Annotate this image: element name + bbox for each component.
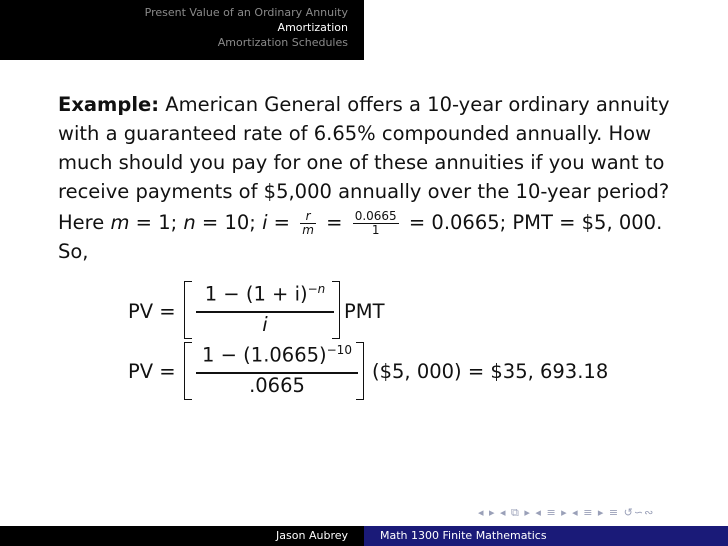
here-text: Here: [58, 211, 105, 234]
fraction-numerator: [196, 343, 358, 367]
slide-navigation[interactable]: ◂ ▸ ◂ ⧉ ▸ ◂ ≡ ▸ ◂ ≡ ▸ ≡ ↺∽∾: [478, 506, 655, 519]
right-bracket: [356, 342, 364, 400]
given-rest: = 0.0665; PMT = $5, 000.: [402, 211, 663, 234]
section-link-amortization-schedules[interactable]: Amortization Schedules: [217, 36, 348, 49]
footer-course: Math 1300 Finite Mathematics: [380, 529, 547, 542]
example-label: Example:: [58, 93, 160, 116]
formula-fraction: [196, 343, 358, 399]
footer-course-box: [364, 526, 728, 546]
fraction-denominator: 1: [371, 223, 380, 237]
footer-bar: [0, 526, 728, 546]
fraction-numerator: 0.0665: [354, 209, 397, 223]
fraction-numerator: r: [300, 210, 316, 224]
numerator-exponent: −n: [307, 282, 326, 296]
numerator-text: 1 − (1 + i): [204, 282, 308, 306]
formula-rhs: ($5, 000) = $35, 693.18: [372, 360, 609, 383]
so-text: So,: [58, 240, 89, 263]
equals-sign: =: [319, 211, 349, 234]
formula-lhs: PV =: [128, 360, 176, 383]
m-variable: m: [110, 211, 130, 234]
right-bracket: [332, 281, 340, 339]
i-variable: i: [262, 211, 268, 234]
numerator-exponent: −10: [326, 343, 352, 357]
fraction-denominator: m: [302, 223, 314, 237]
formula-fraction: [196, 282, 334, 338]
fraction-denominator: i: [262, 313, 268, 336]
section-link-pv-annuity[interactable]: Present Value of an Ordinary Annuity: [144, 6, 348, 19]
m-value: = 1;: [129, 211, 184, 234]
subsection-nav: [364, 0, 728, 60]
header-bar: [0, 0, 728, 60]
fraction-numerator: [196, 282, 334, 306]
fraction-denominator: .0665: [249, 374, 305, 397]
formula-lhs: PV =: [128, 300, 176, 323]
numerator-text: 1 − (1.0665): [202, 343, 327, 367]
footer-author-box: [0, 526, 364, 546]
footer-author: Jason Aubrey: [276, 529, 348, 542]
n-value: = 10;: [195, 211, 263, 234]
formula-rhs: PMT: [344, 300, 385, 323]
equals-sign: =: [267, 211, 297, 234]
n-variable: n: [183, 211, 196, 234]
left-bracket: [184, 281, 192, 339]
example-block: [58, 90, 698, 206]
section-link-amortization[interactable]: Amortization: [277, 21, 348, 34]
example-paragraph: [58, 90, 698, 206]
section-nav: [0, 0, 364, 60]
example-text: American General offers a 10-year ordinary annuity with a guaranteed rate of 6.65% compounded annually. How much should you pay for one of these annuities if you want to receive payments of $5,000 annually over the 10-year period?: [58, 93, 670, 203]
r-over-m-fraction: [300, 210, 316, 237]
left-bracket: [184, 342, 192, 400]
rate-fraction: [353, 210, 399, 237]
given-values: [58, 210, 662, 237]
